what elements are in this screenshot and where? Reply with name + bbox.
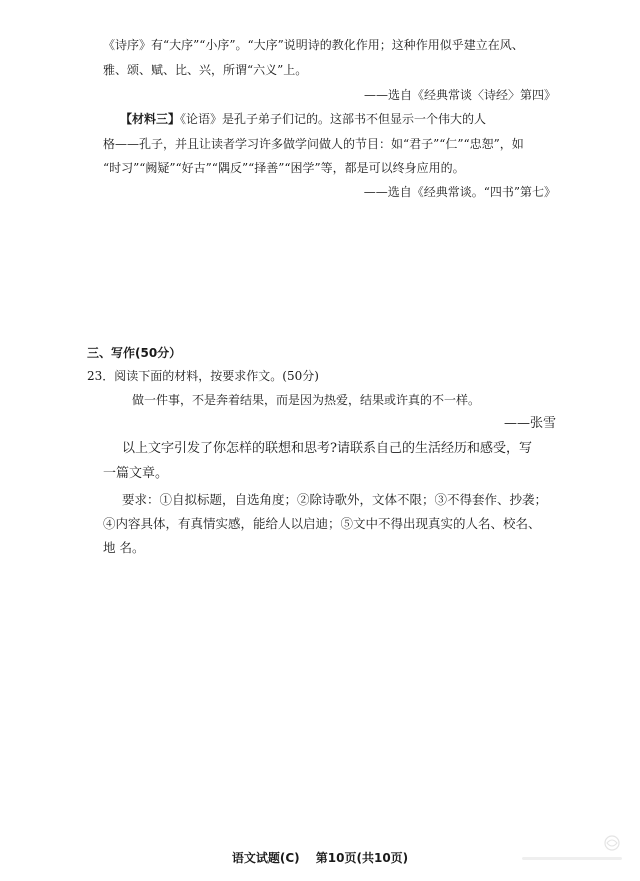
material3-line2: 格——孔子，并且让读者学习许多做学问做人的节目：如“君子”“仁”“忠恕”，如 — [103, 137, 524, 151]
watermark-logo-icon — [512, 831, 632, 867]
material3-line3: “时习”“阙疑”“好古”“隅反”“择善”“困学”等，都是可以终身应用的。 — [103, 161, 465, 175]
question-23: 23．阅读下面的材料，按要求作文。(50分) — [87, 369, 319, 383]
material3-line1-text: 《论语》是孔子弟子们记的。这部书不但显示一个伟大的人 — [180, 112, 487, 126]
writing-quote: 做一件事，不是奔着结果，而是因为热爱，结果或许真的不一样。 — [132, 393, 481, 407]
material3-label: 【材料三】 — [120, 112, 181, 126]
material3-source: ——选自《经典常谈。“四书”第七》 — [363, 185, 556, 199]
material2-line1: 《诗序》有“大序”“小序”。“大序”说明诗的教化作用；这种作用似乎建立在风、 — [103, 38, 524, 52]
prompt-line2: 一篇文章。 — [103, 466, 169, 481]
requirements-line3: 地 名。 — [103, 540, 145, 555]
material3-line1 — [120, 111, 486, 127]
material2-source: ——选自《经典常谈〈诗经〉第四》 — [363, 88, 556, 102]
prompt-line1: 以上文字引发了你怎样的联想和思考?请联系自己的生活经历和感受，写 — [122, 441, 532, 456]
footer-subject: 语文试题(C) — [231, 851, 300, 865]
footer-page-number: 第10页(共10页) — [315, 851, 409, 865]
requirements-line2: ④内容具体，有真情实感，能给人以启迪；⑤文中不得出现真实的人名、校名、 — [103, 516, 541, 531]
requirements-line1: 要求：①自拟标题，自选角度；②除诗歌外，文体不限；③不得套作、抄袭； — [122, 492, 548, 507]
quote-author: ——张雪 — [503, 416, 556, 431]
material2-line2: 雅、颂、赋、比、兴，所谓“六义”上。 — [103, 63, 308, 77]
writing-section-title: 三、写作(50分） — [87, 346, 182, 360]
